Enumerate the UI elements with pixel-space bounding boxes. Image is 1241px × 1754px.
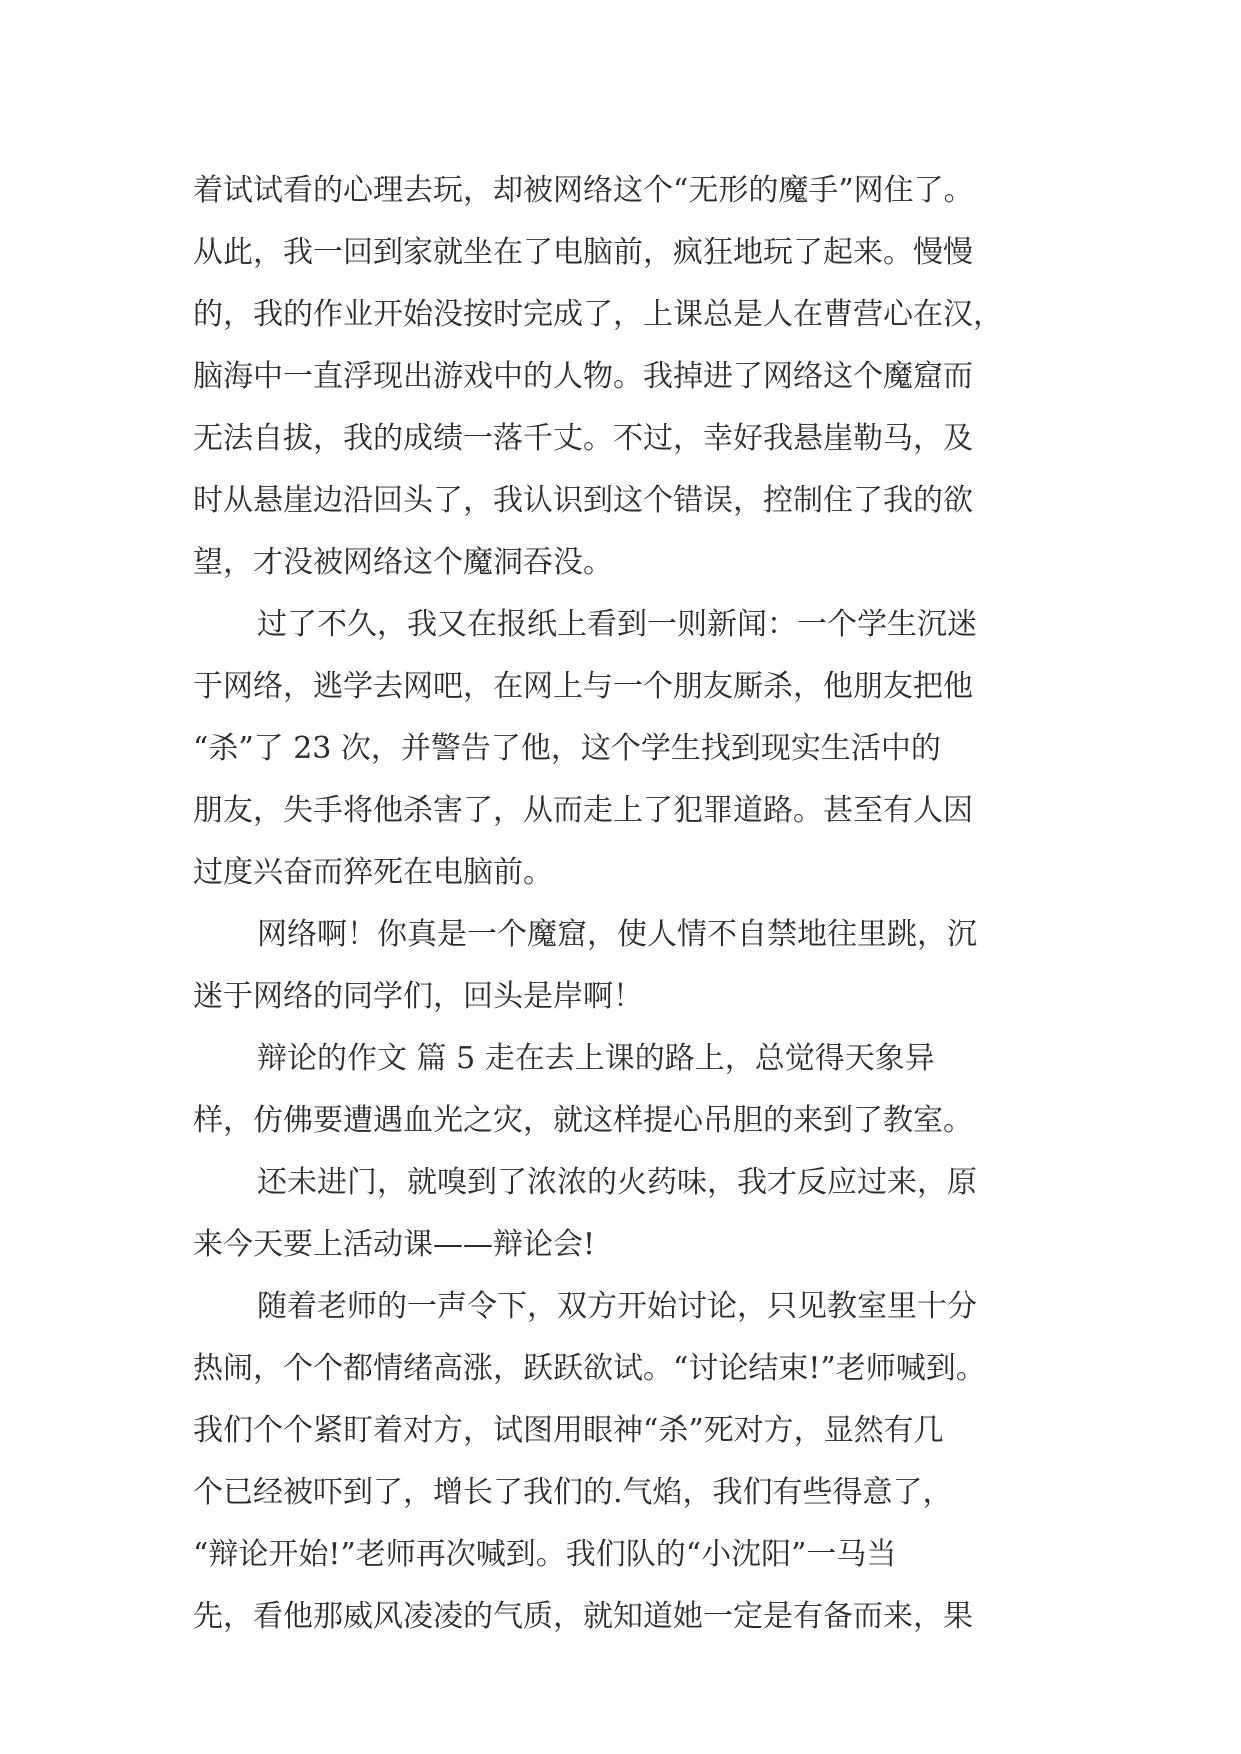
text-line: 的，我的作业开始没按时完成了，上课总是人在曹营心在汉， (193, 297, 1003, 332)
text-line: 过了不久，我又在报纸上看到一则新闻：一个学生沉迷 (257, 607, 977, 642)
text-line: 我们个个紧盯着对方，试图用眼神“杀”死对方，显然有几 (193, 1413, 944, 1448)
text-line: 网络啊！你真是一个魔窟，使人情不自禁地往里跳，沉 (257, 917, 977, 952)
text-line: 随着老师的一声令下，双方开始讨论，只见教室里十分 (257, 1289, 977, 1324)
text-line: 于网络，逃学去网吧，在网上与一个朋友厮杀，他朋友把他 (193, 669, 973, 704)
text-line: “辩论开始!”老师再次喊到。我们队的“小沈阳”一马当 (193, 1537, 897, 1572)
text-line: 过度兴奋而猝死在电脑前。 (193, 855, 553, 890)
text-line: 无法自拔，我的成绩一落千丈。不过，幸好我悬崖勒马，及 (193, 421, 973, 456)
text-line: 脑海中一直浮现出游戏中的人物。我掉进了网络这个魔窟而 (193, 359, 973, 394)
text-line: 迷于网络的同学们，回头是岸啊！ (193, 979, 643, 1014)
essay-body (193, 160, 1073, 1648)
text-line: 个已经被吓到了，增长了我们的.气焰，我们有些得意了， (193, 1475, 953, 1510)
text-line: 朋友，失手将他杀害了，从而走上了犯罪道路。甚至有人因 (193, 793, 973, 828)
text-line: 来今天要上活动课——辩论会! (193, 1227, 596, 1262)
text-line: “杀”了 23 次，并警告了他，这个学生找到现实生活中的 (193, 731, 941, 766)
text-line: 望，才没被网络这个魔洞吞没。 (193, 545, 613, 580)
text-line: 从此，我一回到家就坐在了电脑前，疯狂地玩了起来。慢慢 (193, 235, 973, 270)
text-line: 先，看他那威风凌凌的气质，就知道她一定是有备而来，果 (193, 1599, 973, 1634)
text-line: 样，仿佛要遭遇血光之灾，就这样提心吊胆的来到了教室。 (193, 1103, 973, 1138)
text-line: 辩论的作文 篇 5 走在去上课的路上，总觉得天象异 (257, 1041, 935, 1076)
text-line: 时从悬崖边沿回头了，我认识到这个错误，控制住了我的欲 (193, 483, 973, 518)
text-line: 着试试看的心理去玩，却被网络这个“无形的魔手”网住了。 (193, 173, 974, 208)
text-line: 还未进门，就嗅到了浓浓的火药味，我才反应过来，原 (257, 1165, 977, 1200)
text-line: 热闹，个个都情绪高涨，跃跃欲试。“讨论结束!”老师喊到。 (193, 1351, 986, 1386)
